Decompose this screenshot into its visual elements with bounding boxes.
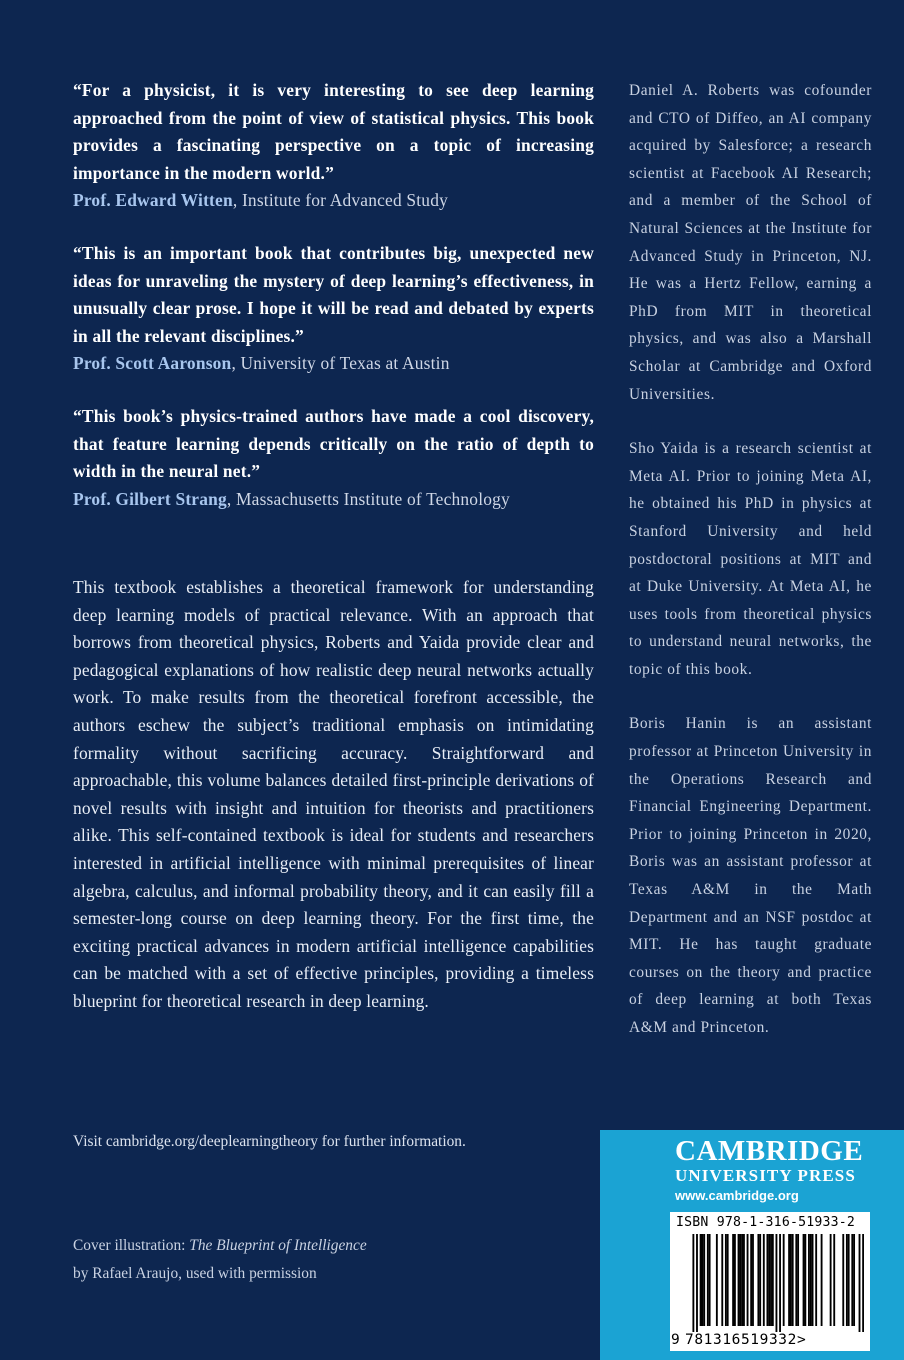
quote-text: “This is an important book that contributes big, unexpected new ideas for unraveling the mystery of deep learning’s effectiveness, in unusually clear prose. I hope it will be read and debated by experts in all the relevant disciplines.” <box>73 242 594 346</box>
barcode-bar <box>776 1234 778 1332</box>
barcode-bar <box>803 1234 805 1326</box>
quote-witten <box>73 77 594 215</box>
visit-website-text: Visit cambridge.org/deeplearningtheory for further information. <box>73 1133 466 1150</box>
barcode-bar <box>763 1234 765 1326</box>
quote-text: “For a physicist, it is very interesting to see deep learning approached from the point of view of statistical physics. This book provides a fascinating perspective on a topic of increasing importance in the modern world.” <box>73 80 594 183</box>
barcode-bar <box>848 1234 850 1326</box>
barcode-bar <box>734 1234 736 1326</box>
barcode-bar <box>842 1234 844 1326</box>
barcode-bar <box>815 1234 817 1326</box>
credit-artist: by Rafael Araujo, used with permission <box>73 1264 317 1282</box>
barcode-bar <box>721 1234 723 1326</box>
barcode-bar <box>833 1234 835 1326</box>
quote-affiliation: , Massachusetts Institute of Technology <box>226 488 510 509</box>
endorsements <box>73 77 594 538</box>
barcode-bar <box>727 1234 729 1326</box>
bio-hanin: Boris Hanin is an assistant professor at Princeton University in the Operations Research and Financial Engineering Department. Prior to joining Princeton in 2020, Boris was an assistant professor at Texas A&M in the Math Department and an NSF postdoc at MIT. He has taught graduate courses on the theory and practice of deep learning at both Texas A&M and Princeton. <box>629 715 872 1036</box>
barcode-bar <box>692 1234 694 1332</box>
barcode-bar <box>859 1234 861 1332</box>
barcode-bar <box>810 1234 812 1326</box>
quote-author: Prof. Scott Aaronson <box>73 353 232 374</box>
barcode-first-digit: 9 <box>671 1332 681 1348</box>
barcode-bar <box>700 1234 702 1326</box>
barcode-bar <box>732 1234 734 1326</box>
barcode-bar <box>759 1234 761 1326</box>
barcode-bar <box>716 1234 718 1326</box>
barcode-bar <box>743 1234 745 1326</box>
cover-credit <box>73 1232 367 1287</box>
barcode-bar <box>703 1234 705 1326</box>
isbn-barcode <box>670 1212 870 1351</box>
barcode-bar <box>821 1234 823 1326</box>
publisher-panel <box>600 1130 904 1360</box>
quote-attribution <box>73 350 594 378</box>
barcode-bar <box>804 1234 806 1326</box>
barcode-bar <box>846 1234 848 1326</box>
quote-aaronson <box>73 240 594 378</box>
barcode-bar <box>788 1234 790 1326</box>
barcode-bar <box>808 1234 810 1326</box>
author-bios <box>629 77 872 1069</box>
barcode-bar <box>707 1234 709 1326</box>
quote-author: Prof. Edward Witten <box>73 190 233 211</box>
bio-roberts: Daniel A. Roberts was cofounder and CTO of Diffeo, an AI company acquired by Salesforce; a research scientist at Facebook AI Research; and a member of the School of Natural Sciences at the Institute for Advanced Study in Princeton, NJ. He was a Hertz Fellow, earning a PhD from MIT in theoretical physics, and was also a Marshall Scholar at Cambridge and Oxford Universities. <box>629 82 872 403</box>
barcode-bar <box>783 1234 785 1326</box>
barcode-bar <box>795 1234 797 1326</box>
barcode-bar <box>757 1234 759 1326</box>
barcode-bar <box>747 1234 749 1326</box>
barcode-bar <box>752 1234 754 1326</box>
barcode-bars <box>678 1234 864 1332</box>
barcode-bar <box>772 1234 774 1326</box>
barcode-bar <box>851 1234 853 1326</box>
barcode-bar <box>853 1234 855 1326</box>
barcode-bar <box>750 1234 752 1326</box>
barcode-bar <box>739 1234 741 1326</box>
barcode-bar <box>768 1234 770 1326</box>
credit-prefix: Cover illustration: <box>73 1237 190 1254</box>
quote-strang <box>73 403 594 513</box>
barcode-bar <box>741 1234 743 1326</box>
publisher-url: www.cambridge.org <box>675 1188 799 1203</box>
barcode-bar <box>701 1234 703 1326</box>
quote-attribution <box>73 486 594 514</box>
isbn-label: ISBN 978-1-316-51933-2 <box>676 1215 856 1230</box>
barcode-bar <box>779 1234 781 1332</box>
barcode-bar <box>862 1234 864 1332</box>
credit-title: The Blueprint of Intelligence <box>189 1237 367 1254</box>
barcode-bar <box>770 1234 772 1326</box>
barcode-bar <box>790 1234 792 1326</box>
barcode-bar <box>709 1234 711 1326</box>
barcode-bar <box>725 1234 727 1326</box>
barcode-bar <box>792 1234 794 1326</box>
quote-affiliation: , Institute for Advanced Study <box>232 190 448 211</box>
book-description: This textbook establishes a theoretical framework for understanding deep learning models of practical relevance. With an approach that borrows from theoretical physics, Roberts and Yaida provide clear and pedagogical explanations of how realistic deep neural networks actually work. To make results from the theoretical forefront accessible, the authors eschew the subject’s traditional emphasis on intimidating formality without sacrificing accuracy. Straightforward and approachable, this volume balances detailed first-principle derivations of novel results with insight and intuition for theorists and practitioners alike. This self-contained textbook is ideal for students and researchers interested in artificial intelligence with minimal prerequisites of linear algebra, calculus, and informal probability theory, and it can easily fill a semester-long course on deep learning theory. For the first time, the exciting practical advances in modern artificial intelligence capabilities can be matched with a set of effective principles, providing a timeless blueprint for theoretical research in deep learning. <box>73 577 594 1011</box>
barcode-bar <box>797 1234 799 1326</box>
quote-attribution <box>73 187 594 215</box>
barcode-end-mark: > <box>796 1332 807 1348</box>
barcode-bar <box>830 1234 832 1326</box>
barcode-digit-string: 781316519332 <box>685 1332 797 1348</box>
barcode-bar <box>812 1234 814 1326</box>
barcode-bar <box>738 1234 740 1326</box>
publisher-logo-name: CAMBRIDGE <box>675 1135 864 1167</box>
publisher-logo-sub: UNIVERSITY PRESS <box>675 1166 856 1185</box>
barcode-bar <box>696 1234 698 1332</box>
barcode-bar <box>766 1234 768 1326</box>
quote-affiliation: , University of Texas at Austin <box>231 353 450 374</box>
quote-author: Prof. Gilbert Strang <box>73 488 227 509</box>
quote-text: “This book’s physics-trained authors have made a cool discovery, that feature learning depends critically on the ratio of depth to width in the neural net.” <box>73 405 594 482</box>
bio-yaida: Sho Yaida is a research scientist at Meta AI. Prior to joining Meta AI, he obtained his PhD in physics at Stanford University and held postdoctoral positions at MIT and at Duke University. At Meta AI, he uses tools from theoretical physics to understand neural networks, the topic of this book. <box>629 440 872 678</box>
barcode-digits <box>670 1331 870 1349</box>
